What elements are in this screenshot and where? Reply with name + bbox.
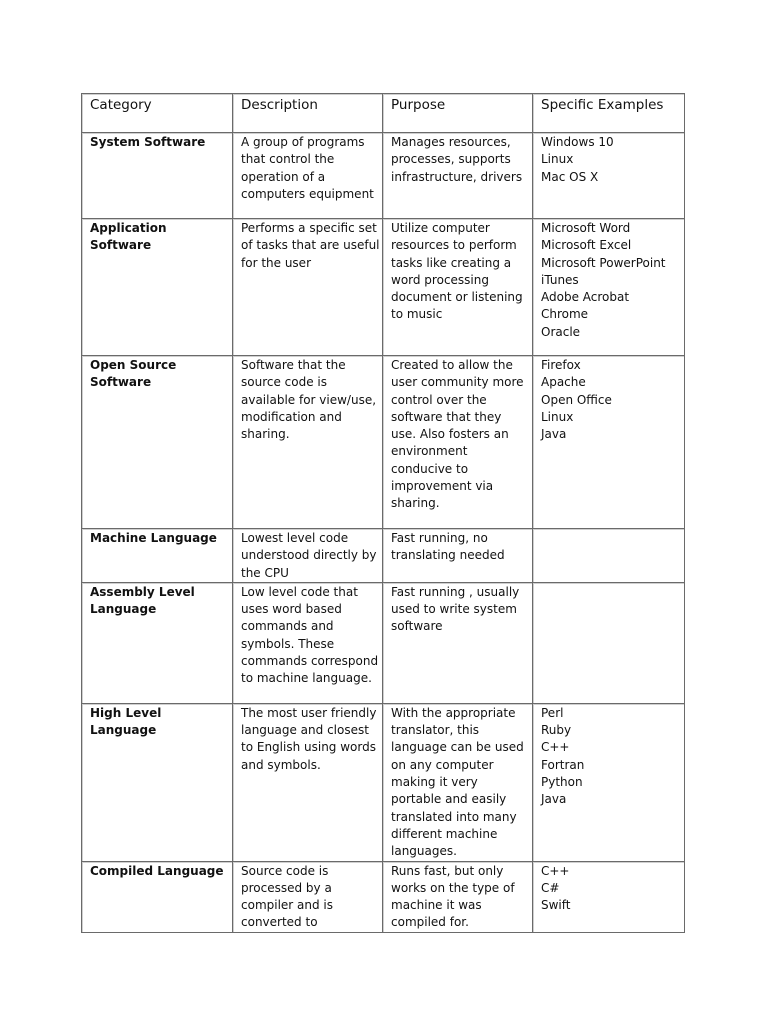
description-cell: Software that the source code is available for view/use, modification and sharing. bbox=[232, 355, 382, 528]
purpose-cell: Created to allow the user community more control over the software that they use. Also fosters an environment conducive to improvement via sharing. bbox=[382, 355, 532, 528]
description-cell: A group of programs that control the operation of a computers equipment bbox=[232, 132, 382, 218]
description-cell: Performs a specific set of tasks that are useful for the user bbox=[232, 218, 382, 355]
example-item: Perl bbox=[541, 705, 564, 720]
example-item: Microsoft Word bbox=[541, 221, 631, 235]
table-header-row bbox=[82, 94, 684, 132]
examples-cell bbox=[532, 703, 684, 861]
purpose-cell: With the appropriate translator, this language can be used on any computer making it very portable and easily translated into many different machine languages. bbox=[382, 703, 532, 861]
description-cell: Low level code that uses word based commands and symbols. These commands correspond to machine language. bbox=[232, 582, 382, 703]
table-row bbox=[82, 703, 684, 861]
description-cell: The most user friendly language and closest to English using words and symbols. bbox=[232, 703, 382, 861]
examples-cell bbox=[532, 582, 684, 703]
example-item: Linux bbox=[541, 152, 574, 167]
example-item: Linux bbox=[541, 409, 574, 424]
example-item: Chrome bbox=[541, 307, 589, 322]
example-item: Ruby bbox=[541, 723, 572, 738]
examples-cell bbox=[532, 355, 684, 528]
example-item: Fortran bbox=[541, 757, 585, 772]
table-row bbox=[82, 132, 684, 218]
table-row bbox=[82, 528, 684, 582]
example-item: Java bbox=[541, 792, 567, 807]
purpose-cell: Fast running, no translating needed bbox=[382, 528, 532, 582]
example-item: C++ bbox=[541, 863, 570, 878]
category-cell: Open Source Software bbox=[82, 355, 232, 528]
examples-cell bbox=[532, 218, 684, 355]
category-cell: System Software bbox=[82, 132, 232, 218]
example-item: Open Office bbox=[541, 392, 612, 407]
examples-cell bbox=[532, 132, 684, 218]
header-purpose: Purpose bbox=[382, 94, 532, 132]
table-row bbox=[82, 861, 684, 932]
example-item: Windows 10 bbox=[541, 135, 614, 149]
example-item: Adobe Acrobat bbox=[541, 290, 630, 305]
table-row bbox=[82, 355, 684, 528]
category-cell: Assembly Level Language bbox=[82, 582, 232, 703]
software-categories-table bbox=[81, 93, 685, 933]
table-row bbox=[82, 582, 684, 703]
header-category: Category bbox=[82, 94, 232, 132]
category-cell: Compiled Language bbox=[82, 861, 232, 932]
category-cell: Machine Language bbox=[82, 528, 232, 582]
example-item: iTunes bbox=[541, 272, 579, 287]
category-cell: Application Software bbox=[82, 218, 232, 355]
description-cell: Source code is processed by a compiler and is converted to bbox=[232, 861, 382, 932]
example-item: Mac OS X bbox=[541, 169, 599, 184]
example-item: Microsoft PowerPoint bbox=[541, 255, 666, 270]
purpose-cell: Runs fast, but only works on the type of machine it was compiled for. bbox=[382, 861, 532, 932]
example-item: Apache bbox=[541, 375, 586, 390]
example-item: Firefox bbox=[541, 358, 581, 372]
example-item: C# bbox=[541, 880, 560, 895]
example-item: Microsoft Excel bbox=[541, 238, 632, 253]
table-row bbox=[82, 218, 684, 355]
example-item: Oracle bbox=[541, 324, 581, 339]
header-specific-examples: Specific Examples bbox=[532, 94, 684, 132]
category-cell: High Level Language bbox=[82, 703, 232, 861]
example-item: Java bbox=[541, 427, 567, 442]
examples-cell bbox=[532, 528, 684, 582]
purpose-cell: Utilize computer resources to perform tasks like creating a word processing document or listening to music bbox=[382, 218, 532, 355]
example-item: Python bbox=[541, 775, 583, 790]
purpose-cell: Fast running , usually used to write system software bbox=[382, 582, 532, 703]
description-cell: Lowest level code understood directly by the CPU bbox=[232, 528, 382, 582]
header-description: Description bbox=[232, 94, 382, 132]
examples-cell bbox=[532, 861, 684, 932]
example-item: C++ bbox=[541, 740, 570, 755]
purpose-cell: Manages resources, processes, supports infrastructure, drivers bbox=[382, 132, 532, 218]
example-item: Swift bbox=[541, 898, 571, 913]
